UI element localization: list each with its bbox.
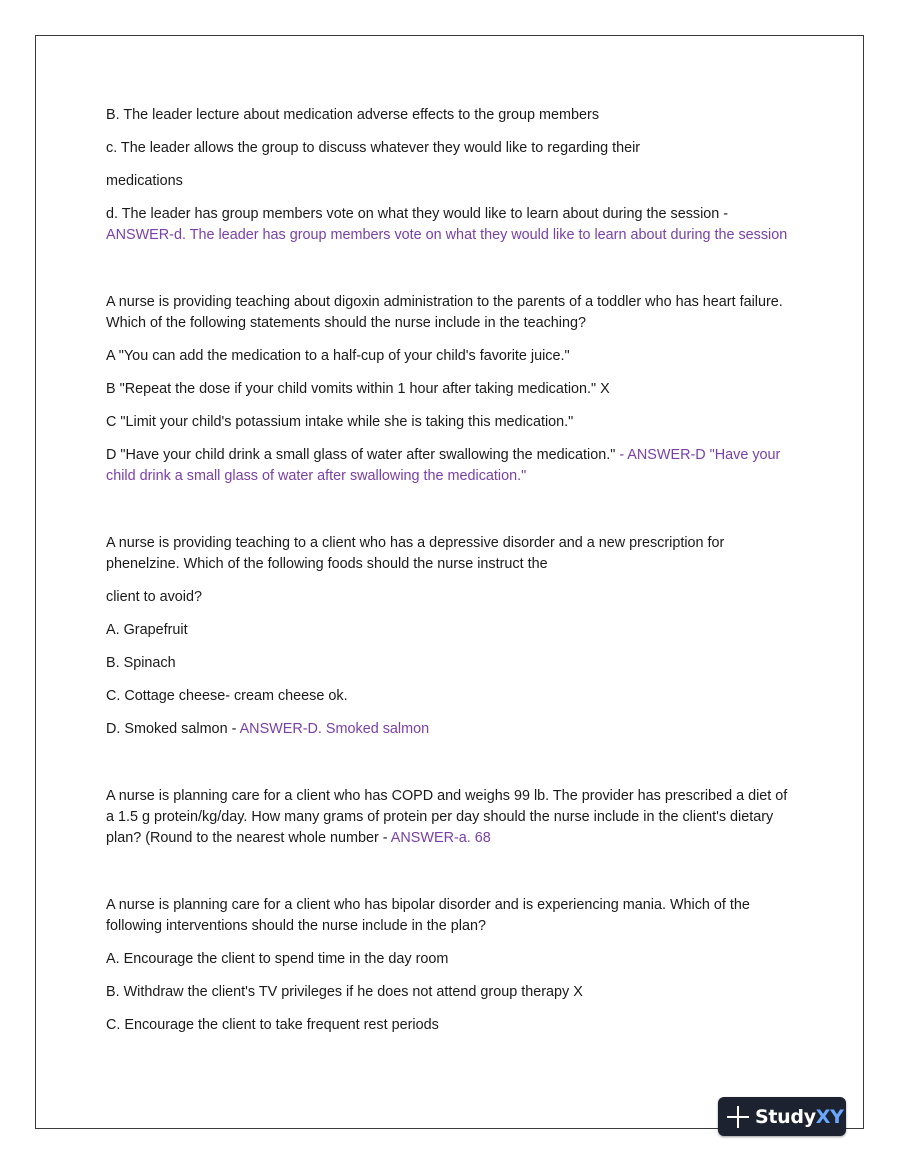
text-line — [106, 686, 796, 707]
line-text: B. Withdraw the client's TV privileges if he does not attend group therapy X — [106, 984, 583, 1000]
line-text: A. Grapefruit — [106, 622, 188, 638]
line-text: D "Have your child drink a small glass of water after swallowing the medication." — [106, 447, 620, 463]
text-line — [106, 379, 796, 400]
line-text: B. The leader lecture about medication adverse effects to the group members — [106, 107, 600, 123]
document-content — [106, 105, 796, 1048]
question-with-answer — [106, 204, 796, 246]
answer-text: ANSWER-d. The leader has group members vote on what they would like to learn about during the session — [106, 227, 788, 243]
text-line — [106, 105, 796, 126]
text-line — [106, 620, 796, 641]
section-spacer — [106, 499, 796, 533]
line-text: client to avoid? — [106, 589, 202, 605]
line-text: D. Smoked salmon - — [106, 721, 240, 737]
text-line — [106, 653, 796, 674]
line-text: B. Spinach — [106, 655, 176, 671]
answer-text: ANSWER-D. Smoked salmon — [239, 721, 430, 737]
text-line — [106, 346, 796, 367]
question-with-answer — [106, 719, 796, 740]
text-line — [106, 982, 796, 1003]
line-text: B "Repeat the dose if your child vomits within 1 hour after taking medication." X — [106, 381, 610, 397]
brand-name: StudyXY — [755, 1105, 844, 1128]
line-text: C "Limit your child's potassium intake while she is taking this medication." — [106, 414, 574, 430]
text-line — [106, 587, 796, 608]
line-text: A nurse is planning care for a client who has COPD and weighs 99 lb. The provider has prescribed a diet of a 1.5 g protein/kg/day. How many grams of protein per day should the nurse include in the client's dietary plan? (Round to the nearest whole number - — [106, 788, 788, 846]
line-text: A. Encourage the client to spend time in the day room — [106, 951, 449, 967]
plus-icon — [727, 1106, 749, 1128]
line-text: medications — [106, 173, 183, 189]
answer-text: - ANSWER-D "Have your child drink a small glass of water after swallowing the medication." — [106, 447, 781, 484]
text-line — [106, 1015, 796, 1036]
line-text: A nurse is planning care for a client who has bipolar disorder and is experiencing mania. Which of the following interventions should the nurse include in the plan? — [106, 897, 750, 934]
section-spacer — [106, 861, 796, 895]
line-text: d. The leader has group members vote on what they would like to learn about during the session - — [106, 206, 729, 222]
line-text: c. The leader allows the group to discuss whatever they would like to regarding their — [106, 140, 641, 156]
text-line — [106, 171, 796, 192]
text-line — [106, 412, 796, 433]
line-text: C. Encourage the client to take frequent rest periods — [106, 1017, 439, 1033]
text-line — [106, 895, 796, 937]
answer-text: ANSWER-a. 68 — [390, 830, 491, 846]
section-spacer — [106, 258, 796, 292]
question-with-answer — [106, 786, 796, 849]
question-with-answer — [106, 445, 796, 487]
line-text: A "You can add the medication to a half-cup of your child's favorite juice." — [106, 348, 570, 364]
section-spacer — [106, 752, 796, 786]
text-line — [106, 138, 796, 159]
text-line — [106, 292, 796, 334]
line-text: C. Cottage cheese- cream cheese ok. — [106, 688, 348, 704]
line-text: A nurse is providing teaching about digoxin administration to the parents of a toddler who has heart failure. Which of the following statements should the nurse include in the teaching? — [106, 294, 783, 331]
text-line — [106, 949, 796, 970]
studyxy-logo[interactable] — [718, 1097, 846, 1136]
text-line — [106, 533, 796, 575]
line-text: A nurse is providing teaching to a client who has a depressive disorder and a new prescription for phenelzine. Which of the following foods should the nurse instruct the — [106, 535, 725, 572]
